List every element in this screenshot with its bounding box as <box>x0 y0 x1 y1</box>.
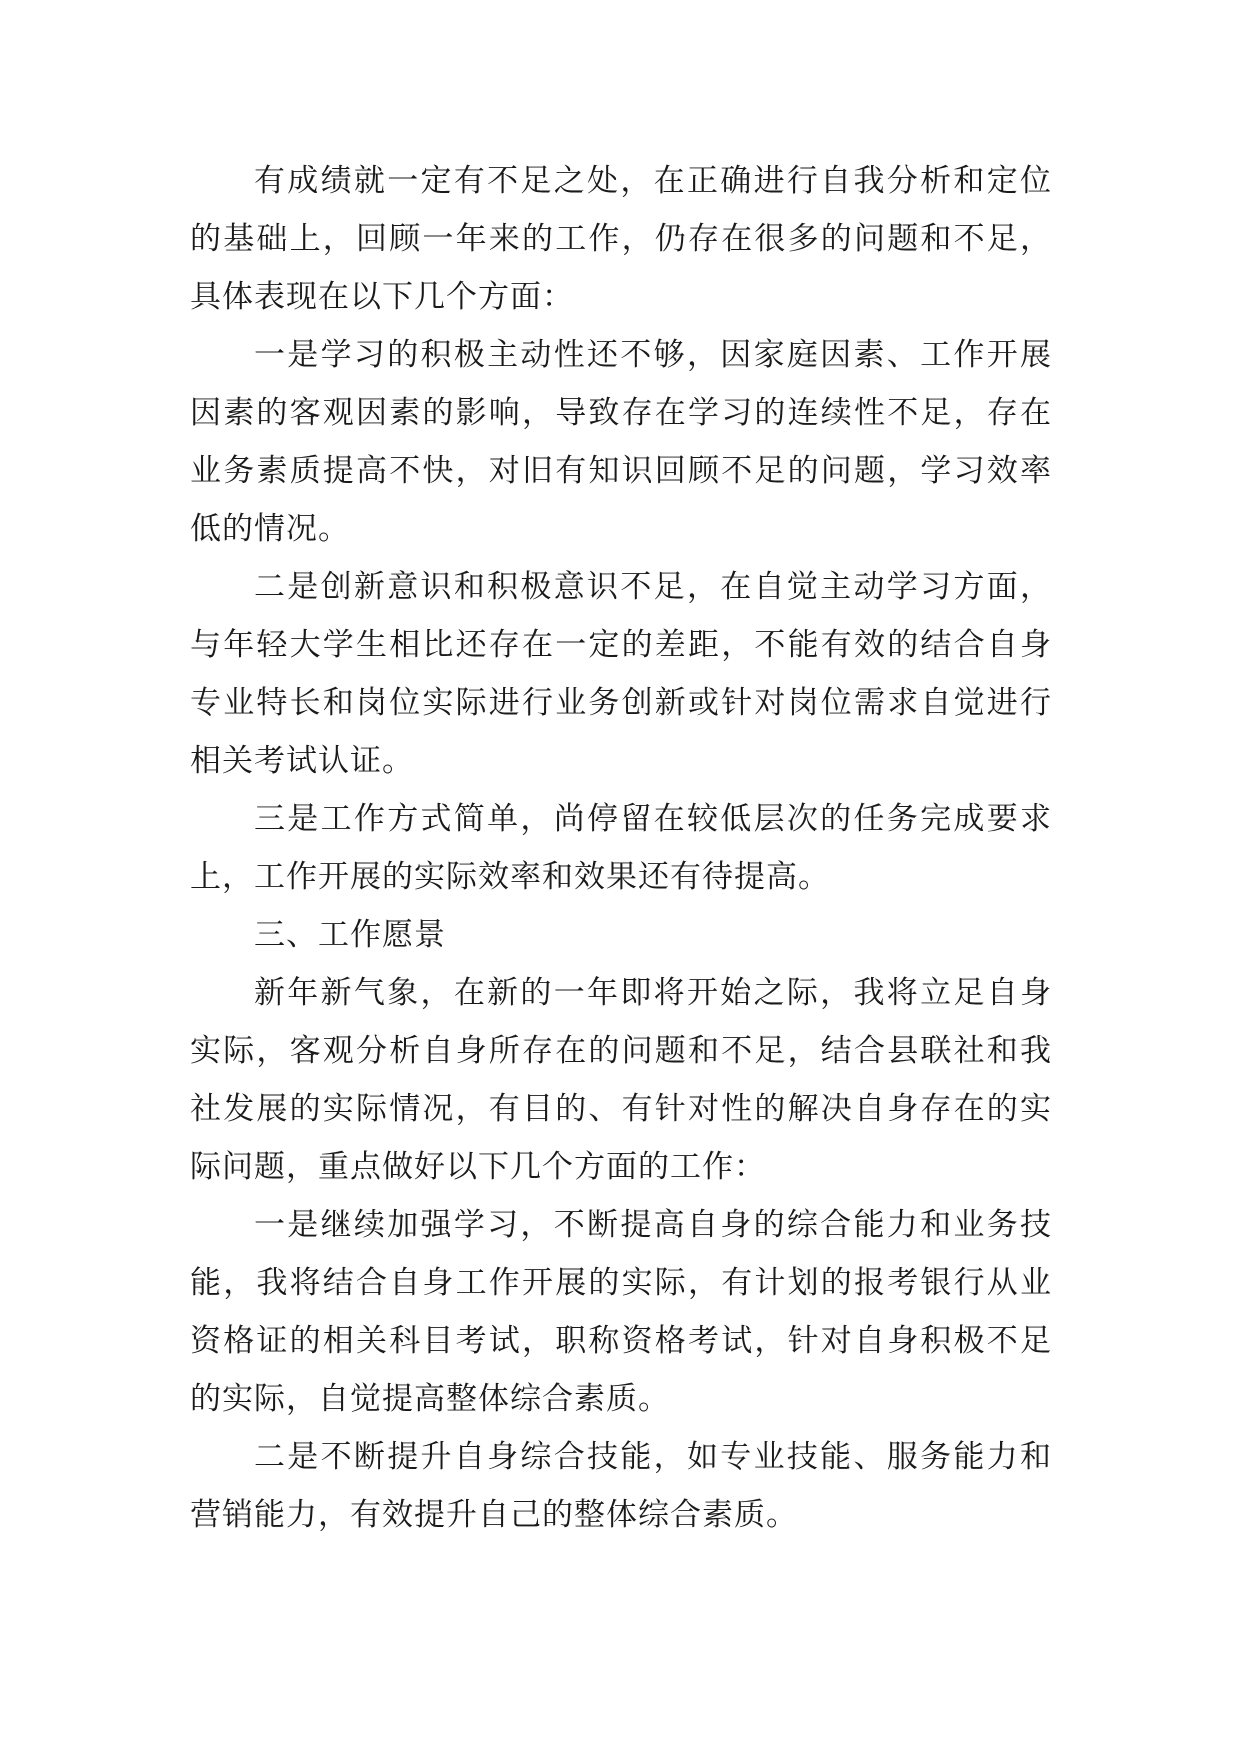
paragraph-shortcoming-2: 二是创新意识和积极意识不足，在自觉主动学习方面，与年轻大学生相比还存在一定的差距，不能有效的结合自身专业特长和岗位实际进行业务创新或针对岗位需求自觉进行相关考试认证。 <box>190 569 1052 779</box>
document-body <box>190 152 1052 1544</box>
paragraph-shortcoming-1: 一是学习的积极主动性还不够，因家庭因素、工作开展因素的客观因素的影响，导致存在学习的连续性不足，存在业务素质提高不快，对旧有知识回顾不足的问题，学习效率低的情况。 <box>190 337 1052 547</box>
section-heading-vision: 三、工作愿景 <box>254 917 446 953</box>
paragraph-goal-1: 一是继续加强学习，不断提高自身的综合能力和业务技能，我将结合自身工作开展的实际，有计划的报考银行从业资格证的相关科目考试，职称资格考试，针对自身积极不足的实际，自觉提高整体综合素质。 <box>190 1207 1052 1417</box>
paragraph-goal-2: 二是不断提升自身综合技能，如专业技能、服务能力和营销能力，有效提升自己的整体综合素质。 <box>190 1439 1052 1533</box>
paragraph-shortcomings-intro: 有成绩就一定有不足之处，在正确进行自我分析和定位的基础上，回顾一年来的工作，仍存在很多的问题和不足，具体表现在以下几个方面： <box>190 163 1052 315</box>
paragraph-shortcoming-3: 三是工作方式简单，尚停留在较低层次的任务完成要求上，工作开展的实际效率和效果还有待提高。 <box>190 801 1052 895</box>
paragraph-vision-intro: 新年新气象，在新的一年即将开始之际，我将立足自身实际，客观分析自身所存在的问题和不足，结合县联社和我社发展的实际情况，有目的、有针对性的解决自身存在的实际问题，重点做好以下几个方面的工作： <box>190 975 1052 1185</box>
